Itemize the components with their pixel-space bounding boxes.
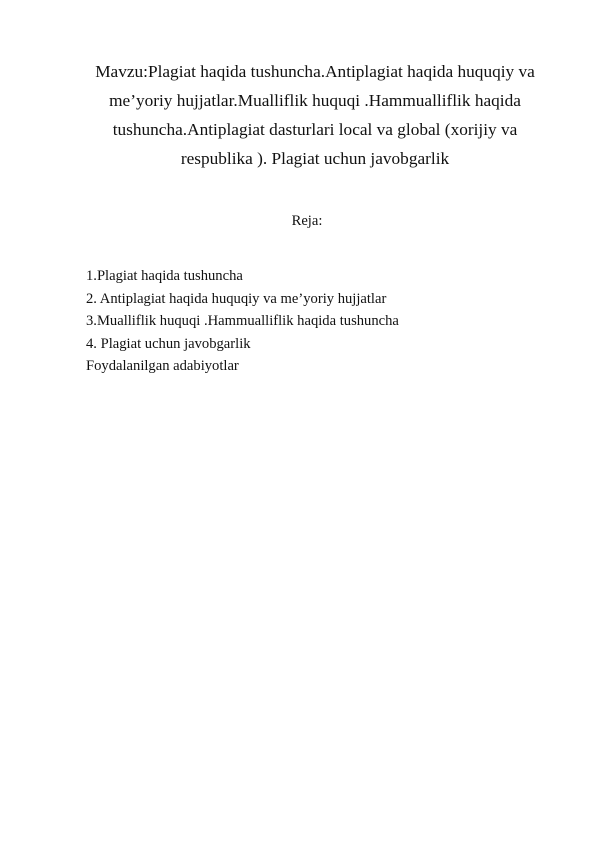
document-title — [82, 57, 548, 173]
title-line: respublika ). Plagiat uchun javobgarlik — [180, 149, 450, 168]
title-line: me’yoriy hujjatlar.Mualliflik huquqi .Hammualliflik haqida — [109, 91, 521, 110]
plan-item: 4. Plagiat uchun javobgarlik — [86, 335, 251, 352]
plan-item: 3.Mualliflik huquqi .Hammualliflik haqida tushuncha — [86, 313, 399, 329]
plan-item: 2. Antiplagiat haqida huquqiy va me’yoriy hujjatlar — [86, 290, 387, 307]
plan-item: 1.Plagiat haqida tushuncha — [86, 268, 243, 284]
title-line: Mavzu:Plagiat haqida tushuncha.Antiplagiat haqida huquqiy va — [95, 62, 535, 81]
title-line: tushuncha.Antiplagiat dasturlari local va global (xorijiy va — [112, 120, 518, 139]
plan-heading: Reja: — [291, 213, 323, 229]
plan-item: Foydalanilgan adabiyotlar — [86, 358, 239, 374]
plan-list — [86, 265, 399, 378]
